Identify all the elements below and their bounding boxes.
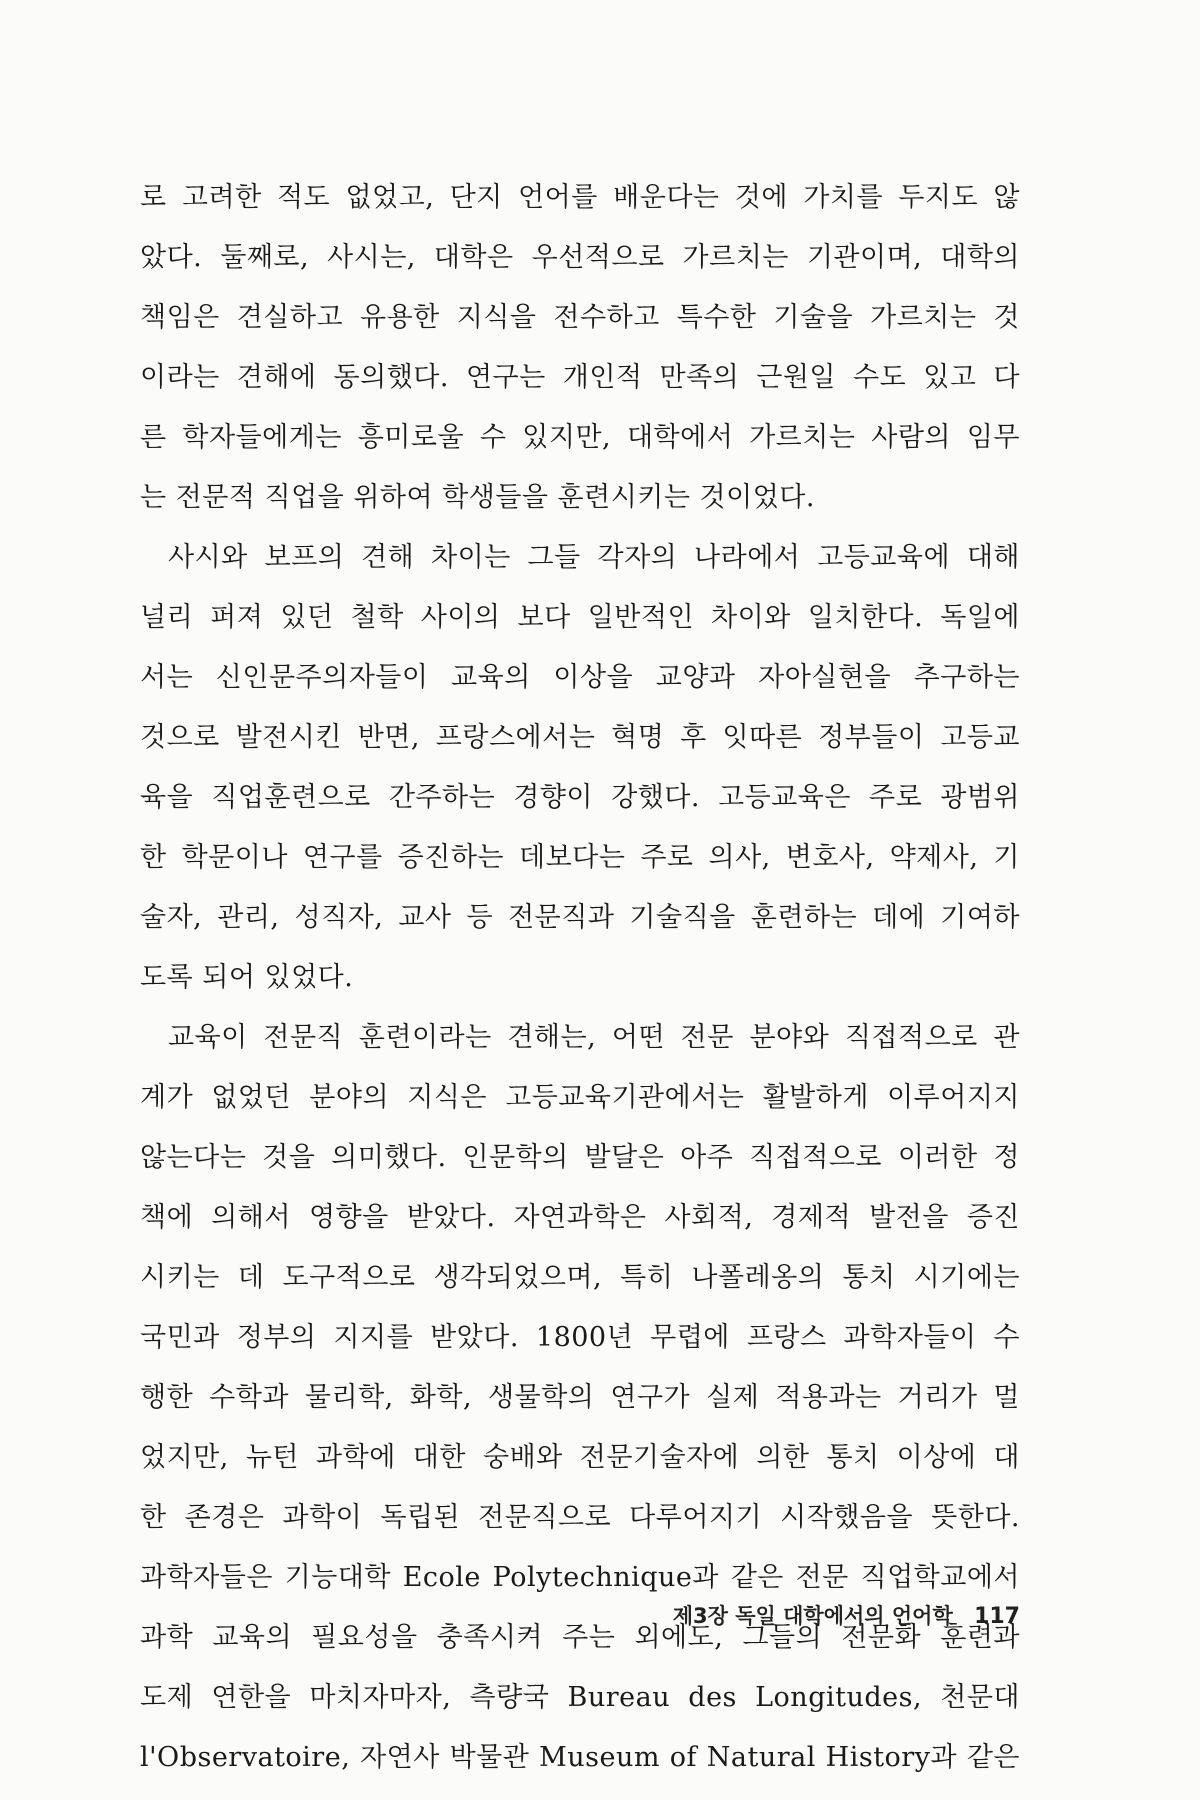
text-line: 책에 의해서 영향을 받았다. 자연과학은 사회적, 경제적 발전을 증진 bbox=[140, 1202, 1020, 1233]
text-line: 과학 교육의 필요성을 충족시켜 주는 외에도, 그들의 전문화 훈련과 bbox=[140, 1622, 1020, 1653]
text-line: 않는다는 것을 의미했다. 인문학의 발달은 아주 직접적으로 이러한 정 bbox=[140, 1142, 1020, 1173]
text-line: 육을 직업훈련으로 간주하는 경향이 강했다. 고등교육은 주로 광범위 bbox=[140, 782, 1020, 813]
text-line: 과학자들은 기능대학 Ecole Polytechnique과 같은 전문 직업학교에서 bbox=[140, 1562, 1020, 1593]
text-line: 는 전문적 직업을 위하여 학생들을 훈련시키는 것이었다. bbox=[140, 482, 815, 513]
text-line: 계가 없었던 분야의 지식은 고등교육기관에서는 활발하게 이루어지지 bbox=[140, 1082, 1020, 1113]
text-line: 사시와 보프의 견해 차이는 그들 각자의 나라에서 고등교육에 대해 bbox=[168, 542, 1020, 573]
page-number: 117 bbox=[974, 1604, 1020, 1629]
text-line: 시키는 데 도구적으로 생각되었으며, 특히 나폴레옹의 통치 시기에는 bbox=[140, 1262, 1020, 1293]
text-line: 었지만, 뉴턴 과학에 대한 숭배와 전문기술자에 의한 통치 이상에 대 bbox=[140, 1442, 1020, 1473]
text-line: 국민과 정부의 지지를 받았다. 1800년 무렵에 프랑스 과학자들이 수 bbox=[140, 1322, 1020, 1353]
text-line: 도록 되어 있었다. bbox=[140, 962, 354, 993]
running-title: 제3장 독일 대학에서의 언어학 bbox=[672, 1604, 953, 1628]
text-line: 널리 퍼져 있던 철학 사이의 보다 일반적인 차이와 일치한다. 독일에 bbox=[140, 602, 1020, 633]
text-line: 한 학문이나 연구를 증진하는 데보다는 주로 의사, 변호사, 약제사, 기 bbox=[140, 842, 1020, 873]
text-line: 로 고려한 적도 없었고, 단지 언어를 배운다는 것에 가치를 두지도 않 bbox=[140, 182, 1020, 213]
body-text bbox=[140, 168, 1020, 1788]
text-line: 술자, 관리, 성직자, 교사 등 전문직과 기술직을 훈련하는 데에 기여하 bbox=[140, 902, 1020, 933]
text-line: 교육이 전문직 훈련이라는 견해는, 어떤 전문 분야와 직접적으로 관 bbox=[168, 1022, 1020, 1053]
text-line: 른 학자들에게는 흥미로울 수 있지만, 대학에서 가르치는 사람의 임무 bbox=[140, 422, 1020, 453]
text-line: 도제 연한을 마치자마자, 측량국 Bureau des Longitudes, 천문대 bbox=[140, 1682, 1020, 1713]
text-line: 책임은 견실하고 유용한 지식을 전수하고 특수한 기술을 가르치는 것 bbox=[140, 302, 1020, 333]
page-footer bbox=[140, 1600, 1020, 1630]
text-line: 한 존경은 과학이 독립된 전문직으로 다루어지기 시작했음을 뜻한다. bbox=[140, 1502, 1020, 1533]
text-line: 이라는 견해에 동의했다. 연구는 개인적 만족의 근원일 수도 있고 다 bbox=[140, 362, 1020, 393]
text-line: 행한 수학과 물리학, 화학, 생물학의 연구가 실제 적용과는 거리가 멀 bbox=[140, 1382, 1020, 1413]
text-line: 것으로 발전시킨 반면, 프랑스에서는 혁명 후 잇따른 정부들이 고등교 bbox=[140, 722, 1020, 753]
text-line: l'Observatoire, 자연사 박물관 Museum of Natural History과 같은 bbox=[140, 1742, 1020, 1773]
text-line: 았다. 둘째로, 사시는, 대학은 우선적으로 가르치는 기관이며, 대학의 bbox=[140, 242, 1020, 273]
text-line: 서는 신인문주의자들이 교육의 이상을 교양과 자아실현을 추구하는 bbox=[140, 662, 1020, 693]
